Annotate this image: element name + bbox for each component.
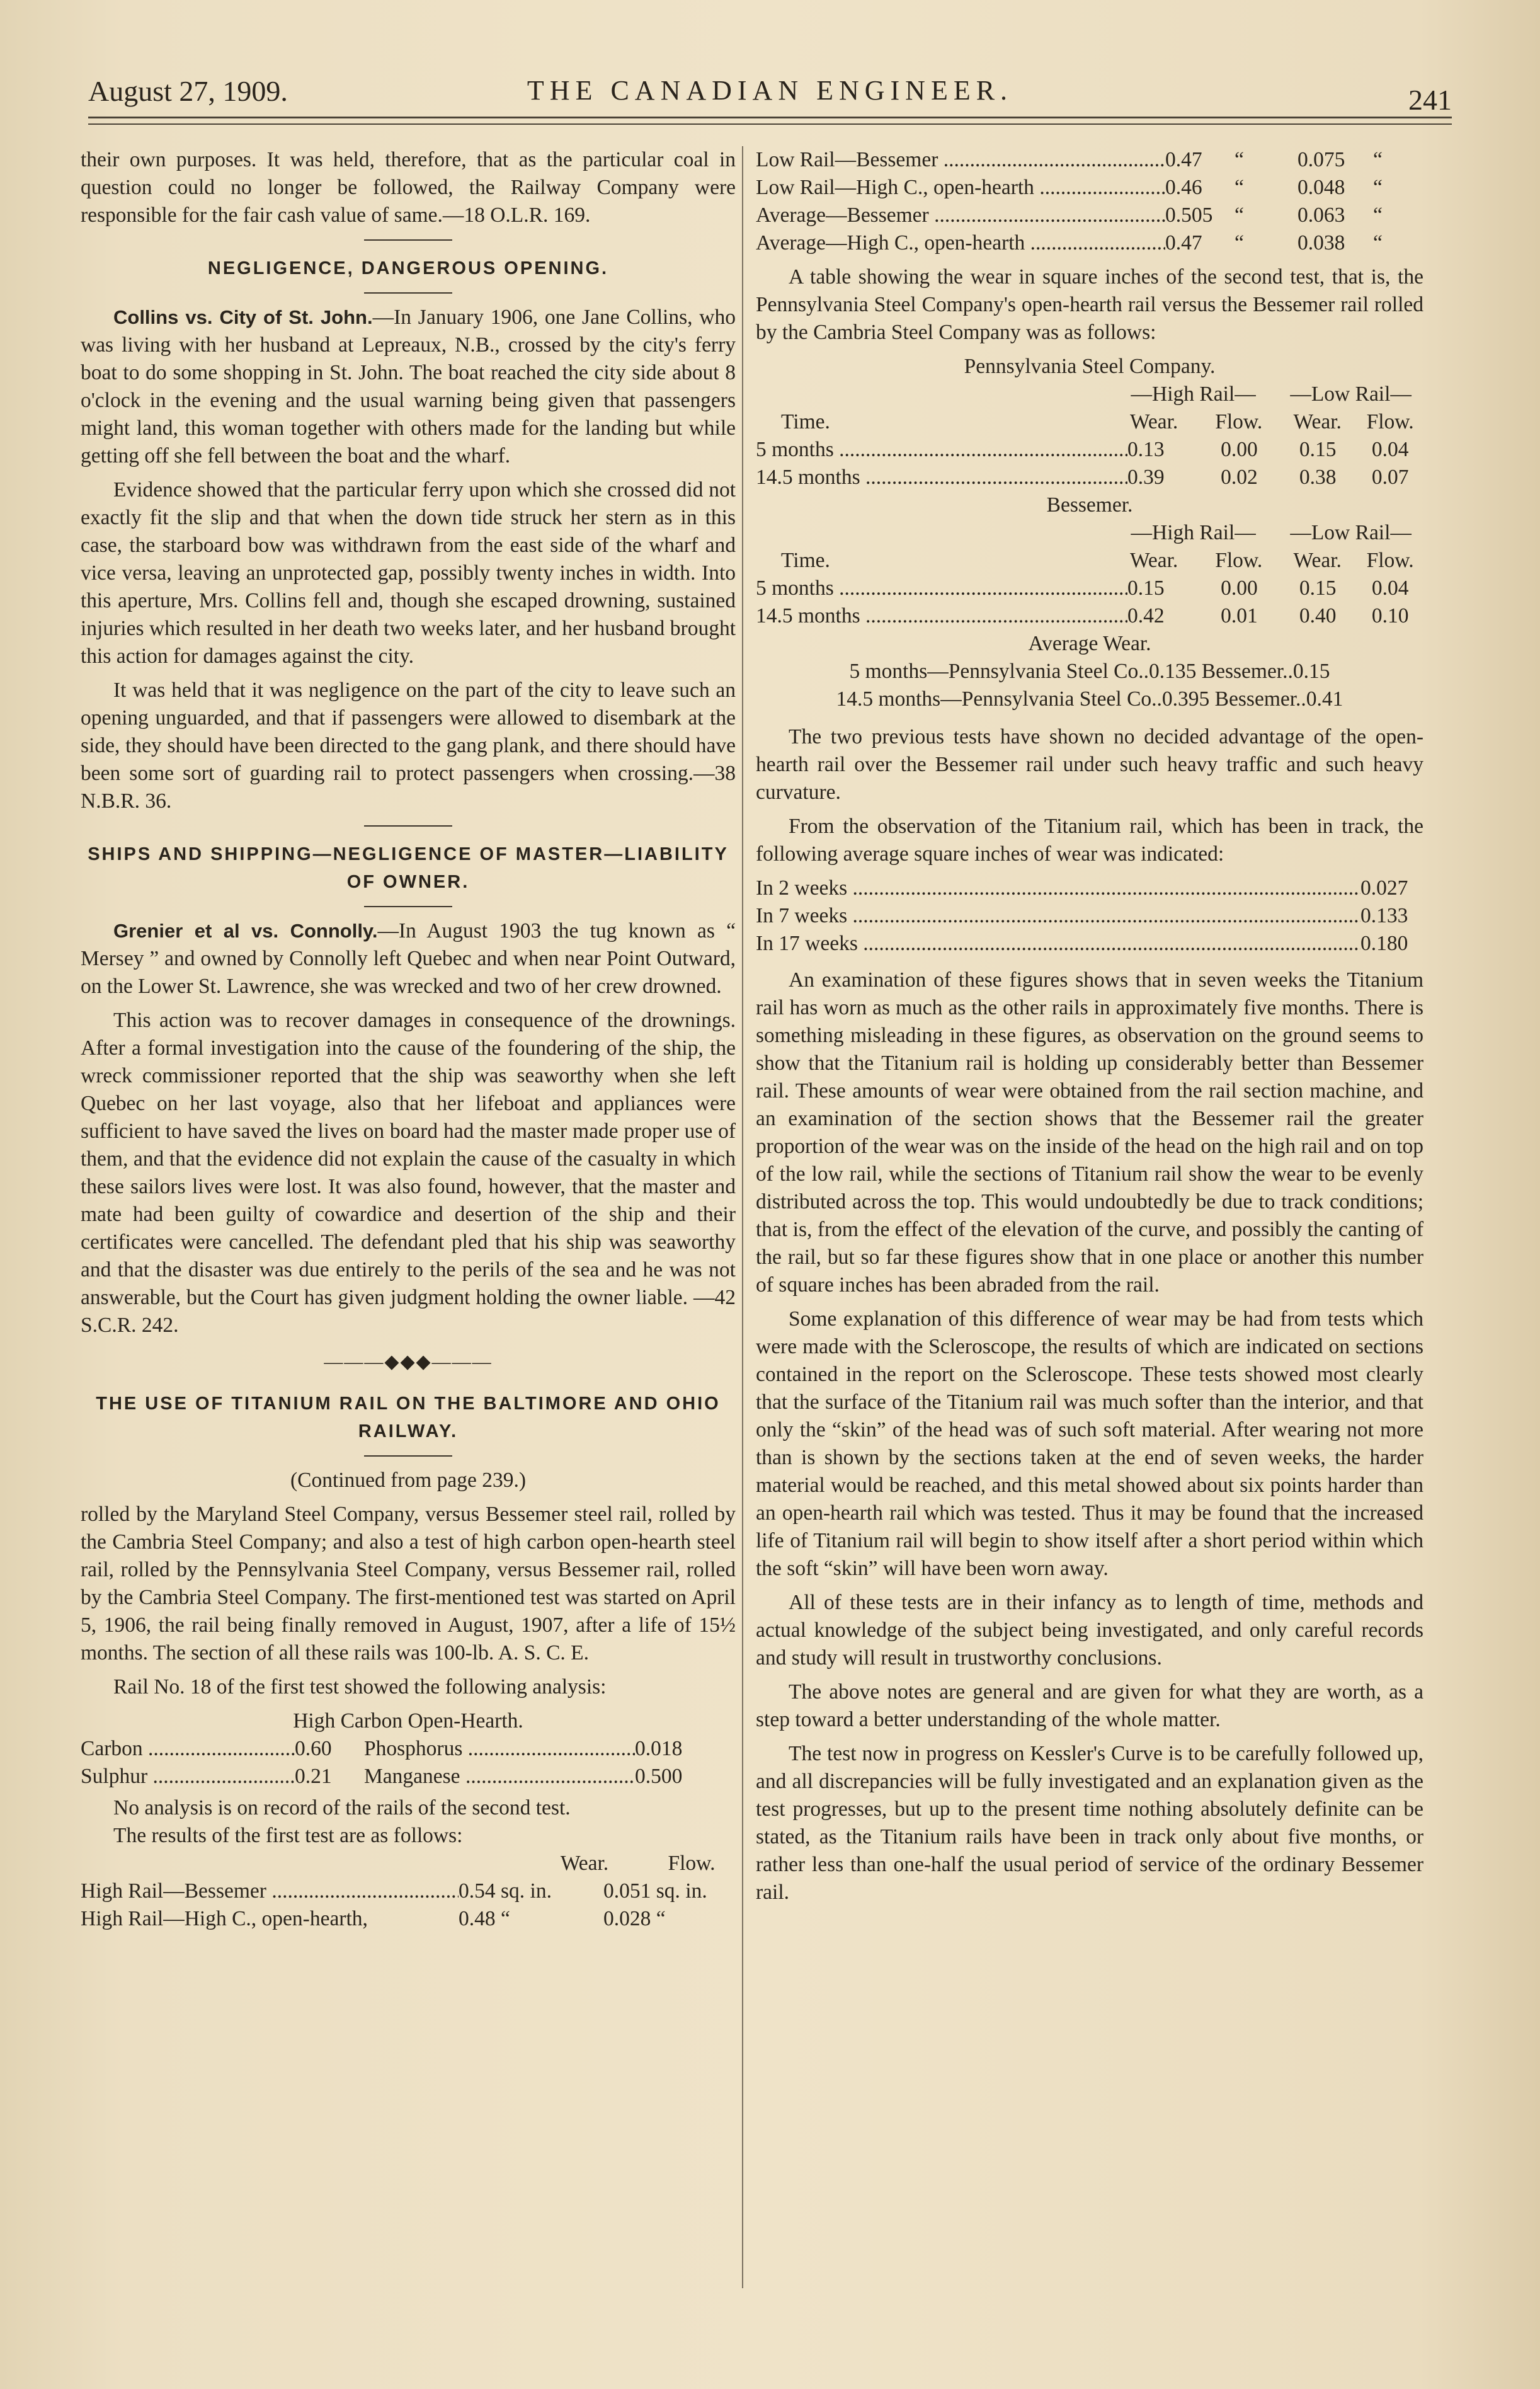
body-paragraph: No analysis is on record of the rails of the second test. bbox=[113, 1796, 571, 1819]
table-row: 14.5 months ..... 0.39 0.02 0.38 0.07 bbox=[756, 464, 1423, 491]
body-paragraph: The above notes are general and are given for what they are worth, as a step toward a better understanding of the whole matter. bbox=[756, 1680, 1423, 1731]
average-wear-row: 5 months—Pennsylvania Steel Co..0.135 Bessemer..0.15 bbox=[849, 660, 1330, 683]
body-paragraph: From the observation of the Titanium rail, which has been in track, the following average square inches of wear was indicated: bbox=[756, 815, 1423, 866]
table-row: 5 months ..... 0.15 0.00 0.15 0.04 bbox=[756, 575, 1423, 602]
intro-paragraph: their own purposes. It was held, therefore, that as the particular coal in question could no longer be followed, the Railway Company were responsible for the fair cash value of same.—18 O.L.R. 169. bbox=[81, 148, 736, 227]
analysis-row: Carbon ..... 0.60 Phosphorus ..... 0.018 bbox=[81, 1735, 736, 1763]
analysis-table bbox=[81, 1735, 736, 1790]
body-paragraph: The results of the first test are as follows: bbox=[113, 1824, 463, 1847]
section-separator bbox=[364, 906, 452, 907]
section-separator bbox=[364, 292, 452, 294]
table-title-bessemer: Bessemer. bbox=[1046, 493, 1133, 517]
titanium-wear-table bbox=[756, 874, 1423, 958]
titanium-row: In 17 weeks ..... 0.180 bbox=[756, 930, 1423, 958]
body-paragraph: This action was to recover damages in consequence of the drownings. After a formal investigation into the cause of the foundering of the ship, the wreck commissioner reported that the ship was seaworthy when she left Quebec on her last voyage, also that her lifeboat and appliances were sufficient to have saved the lives on board had the master made proper use of them, and that the evidence did not explain the cause of the casualty in which these sailors lives were lost. It was also found, however, that the master and mate had been guilty of cowardice and desertion of the ship and their certificates were cancelled. The defendant pled that his ship was seaworthy and that the disaster was due entirely to the perils of the sea and he was not answerable, but the Court has given judgment holding the owner liable. —42 S.C.R. 242. bbox=[81, 1009, 736, 1337]
publication-title: THE CANADIAN ENGINEER. bbox=[527, 75, 1013, 106]
header-rule bbox=[88, 117, 1452, 118]
wear-row: Average—Bessemer ..... 0.505 “ 0.063 “ bbox=[756, 202, 1423, 229]
left-column bbox=[81, 146, 736, 1933]
right-column bbox=[756, 146, 1423, 1913]
section-separator bbox=[364, 1455, 452, 1457]
table-row: 5 months ..... 0.13 0.00 0.15 0.04 bbox=[756, 436, 1423, 464]
average-wear-title: Average Wear. bbox=[1028, 632, 1151, 655]
body-paragraph: All of these tests are in their infancy as to length of time, methods and actual knowledge of the subject being investigated, and only careful records and study will result in trustworthy conclusions. bbox=[756, 1591, 1423, 1670]
body-paragraph: It was held that it was negligence on the part of the city to leave such an opening unguarded, and that if passengers were allowed to disembark at the side, they should have been directed to the gang plank, and there should have been some sort of guarding rail to protect passengers when crossing.—38 N.B.R. 36. bbox=[81, 679, 736, 813]
wear-row: Low Rail—High C., open-hearth ..... 0.46 “ 0.048 “ bbox=[756, 174, 1423, 202]
section-heading-negligence: NEGLIGENCE, DANGEROUS OPENING. bbox=[207, 258, 609, 278]
case-name: Grenier et al vs. Connolly. bbox=[113, 920, 378, 942]
analysis-title: High Carbon Open-Hearth. bbox=[293, 1709, 523, 1733]
table-header: Time. Wear. Flow. Wear. Flow. bbox=[781, 549, 1414, 572]
section-separator bbox=[364, 825, 452, 827]
body-paragraph: Some explanation of this difference of wear may be had from tests which were made with the Scleroscope, the results of which are indicated on sections contained in the report on the Scleroscope. These tests showed most clearly that the surface of the Titanium rail was much softer than the interior, and that only the “skin” of the head was of such soft material. After wearing not more than is shown by the sections taken at the end of seven weeks, the harder material would be reached, and this metal showed about six points harder than an open-hearth rail which was tested. Thus it may be found that the increased life of Titanium rail will begin to show itself after a short period within which the soft “skin” will have been worn away. bbox=[756, 1307, 1423, 1580]
continued-note: (Continued from page 239.) bbox=[290, 1469, 526, 1492]
table-row: 14.5 months ..... 0.42 0.01 0.40 0.10 bbox=[756, 602, 1423, 630]
body-paragraph: The two previous tests have shown no decided advantage of the open-hearth rail over the Bessemer rail under such heavy traffic and such heavy curvature. bbox=[756, 725, 1423, 804]
body-paragraph: rolled by the Maryland Steel Company, versus Bessemer steel rail, rolled by the Cambria Steel Company; and also a test of high carbon open-hearth steel rail, rolled by the Pennsylvania Steel Company, versus Bessemer rail, rolled by the Cambria Steel Company. The first-mentioned test was started on April 5, 1906, the rail being finally removed in August, 1907, after a life of 15½ months. The section of all these rails was 100-lb. A. S. C. E. bbox=[81, 1503, 736, 1664]
body-paragraph: An examination of these figures shows that in seven weeks the Titanium rail has worn as much as the other rails in approximately five months. There is something misleading in these figures, as observation on the ground seems to show that the Titanium rail is holding up considerably better than Bessemer rail. These amounts of wear were obtained from the rail section machine, and an examination of the section shows that the Bessemer rail the greater proportion of the wear was on the inside of the head on the high rail and on top of the low rail, while the sections of Titanium rail show the wear to be evenly distributed across the top. This would undoubtedly be due to track conditions; that is, from the effect of the elevation of the curve, and possibly the canting of the rail, but so far these figures show that in one place or another this number of square inches has been abraded from the rail. bbox=[756, 968, 1423, 1297]
page-header bbox=[88, 74, 1452, 131]
section-heading-shipping: SHIPS AND SHIPPING—NEGLIGENCE OF MASTER—LIABILITY OF OWNER. bbox=[88, 844, 729, 892]
wear-table-header: Wear. Flow. bbox=[560, 1852, 716, 1875]
table-header: —High Rail— —Low Rail— bbox=[1131, 382, 1412, 406]
table-header: Time. Wear. Flow. Wear. Flow. bbox=[781, 410, 1414, 433]
body-paragraph: A table showing the wear in square inches of the second test, that is, the Pennsylvania Steel Company's open-hearth rail versus the Bessemer rail rolled by the Cambria Steel Company was as follows: bbox=[756, 265, 1423, 344]
wear-row: High Rail—High C., open-hearth, 0.48 “ 0.028 “ bbox=[81, 1907, 666, 1930]
collins-case-paragraph: Collins vs. City of St. John.—In January 1906, one Jane Collins, who was living with her husband at Lepreaux, N.B., crossed by the city's ferry boat to do some shopping in St. John. The boat reached the city side about 8 o'clock in the evening and the usual warning being given that passengers might land, this woman together with others made for the landing but while getting off she fell between the boat and the wharf. bbox=[81, 306, 736, 467]
page-number: 241 bbox=[1408, 84, 1452, 116]
wear-table-continued bbox=[756, 146, 1423, 257]
section-heading-titanium: THE USE OF TITANIUM RAIL ON THE BALTIMORE AND OHIO RAILWAY. bbox=[96, 1394, 721, 1441]
body-paragraph: Evidence showed that the particular ferry upon which she crossed did not exactly fit the slip and that when the down tide struck her stern as in this case, the starboard bow was withdrawn from the east side of the wharf and vice versa, leaving an unprotected gap, possibly twenty inches in width. Into this aperture, Mrs. Collins fell and, though she escaped drowning, sustained injuries which resulted in her death two weeks later, and her husband brought this action for damages against the city. bbox=[81, 478, 736, 668]
body-paragraph: The test now in progress on Kessler's Curve is to be carefully followed up, and all discrepancies will be fully investigated and an explanation given as the test progresses, but up to the present time nothing absolutely definite can be stated, as the Titanium rails have been in track only about five months, or rather less than one-half the usual period of service of the ordinary Bessemer rail. bbox=[756, 1742, 1423, 1904]
wear-row: Average—High C., open-hearth ..... 0.47 “ 0.038 “ bbox=[756, 229, 1423, 257]
average-wear-row: 14.5 months—Pennsylvania Steel Co..0.395 Bessemer..0.41 bbox=[836, 687, 1343, 711]
issue-date: August 27, 1909. bbox=[88, 75, 288, 107]
ornament-divider: ———◆◆◆——— bbox=[324, 1351, 493, 1372]
table-header: —High Rail— —Low Rail— bbox=[1131, 521, 1412, 544]
grenier-case-paragraph: Grenier et al vs. Connolly.—In August 1903 the tug known as “ Mersey ” and owned by Connolly left Quebec and when near Point Outward, on the Lower St. Lawrence, she was wrecked and two of her crew drowned. bbox=[81, 919, 736, 998]
analysis-row: Sulphur ..... 0.21 Manganese ..... 0.500 bbox=[81, 1763, 736, 1790]
titanium-row: In 7 weeks ..... 0.133 bbox=[756, 902, 1423, 930]
table-title-pennsylvania: Pennsylvania Steel Company. bbox=[964, 355, 1216, 378]
body-paragraph: Rail No. 18 of the first test showed the following analysis: bbox=[113, 1675, 607, 1699]
header-rule-thin bbox=[88, 123, 1452, 125]
titanium-row: In 2 weeks ..... 0.027 bbox=[756, 874, 1423, 902]
wear-row: High Rail—Bessemer ..... 0.54 sq. in. 0.051 sq. in. bbox=[81, 1877, 736, 1905]
column-divider bbox=[742, 146, 743, 2288]
wear-row: Low Rail—Bessemer ..... 0.47 “ 0.075 “ bbox=[756, 146, 1423, 174]
section-separator bbox=[364, 239, 452, 241]
case-name: Collins vs. City of St. John. bbox=[113, 306, 373, 328]
